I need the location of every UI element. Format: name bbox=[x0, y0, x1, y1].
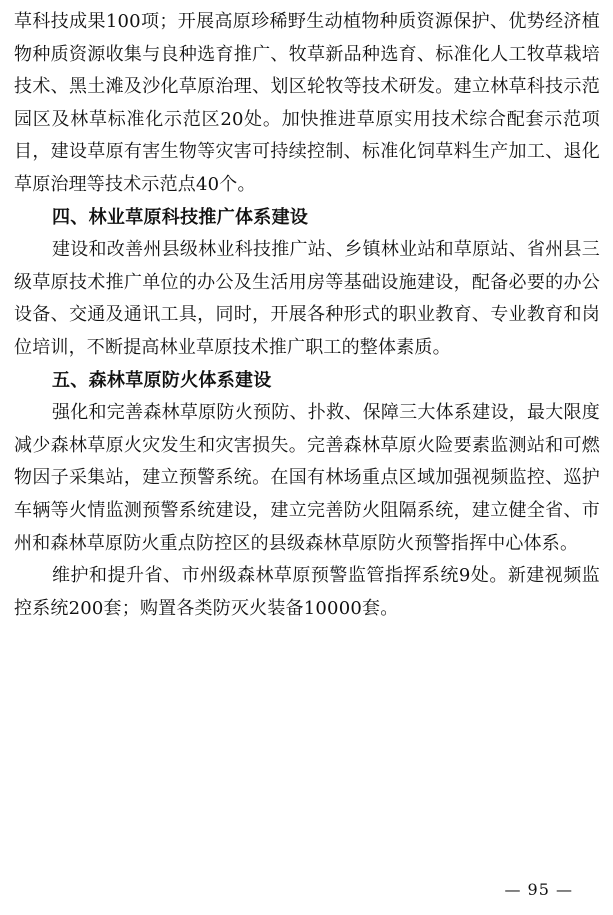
section-heading-forestry-grassland-tech-extension: 四、林业草原科技推广体系建设 bbox=[52, 206, 309, 228]
section4-paragraph: 建设和改善州县级林业科技推广站、乡镇林业站和草原站、省州县三级草原技术推广单位的办公及生活用房等基础设施建设，配备必要的办公设备、交通及通讯工具，同时，开展各种形式的职业教育、专业教育和岗位培训，不断提高林业草原技术推广职工的整体素质。 bbox=[14, 239, 600, 358]
section5-paragraph-1: 强化和完善森林草原防火预防、扑救、保障三大体系建设，最大限度减少森林草原火灾发生和灾害损失。完善森林草原火险要素监测站和可燃物因子采集站，建立预警系统。在国有林场重点区域加强视频监控、巡护车辆等火情监测预警系统建设，建立完善防火阻隔系统，建立健全省、市州和森林草原防火重点防控区的县级森林草原防火预警指挥中心体系。 bbox=[14, 402, 600, 554]
document-body bbox=[14, 6, 600, 625]
page-number: — 95 — bbox=[504, 880, 573, 899]
section-heading-fire-prevention: 五、森林草原防火体系建设 bbox=[52, 369, 272, 391]
section5-paragraph-2: 维护和提升省、市州级森林草原预警监管指挥系统9处。新建视频监控系统200套；购置各类防灭火装备10000套。 bbox=[14, 565, 600, 619]
continued-paragraph: 草科技成果100项；开展高原珍稀野生动植物种质资源保护、优势经济植物种质资源收集与良种选育推广、牧草新品种选育、标准化人工牧草栽培技术、黑土滩及沙化草原治理、划区轮牧等技术研发。建立林草科技示范园区及林草标准化示范区20处。加快推进草原实用技术综合配套示范项目，建设草原有害生物等灾害可持续控制、标准化饲草料生产加工、退化草原治理等技术示范点40个。 bbox=[14, 11, 600, 195]
